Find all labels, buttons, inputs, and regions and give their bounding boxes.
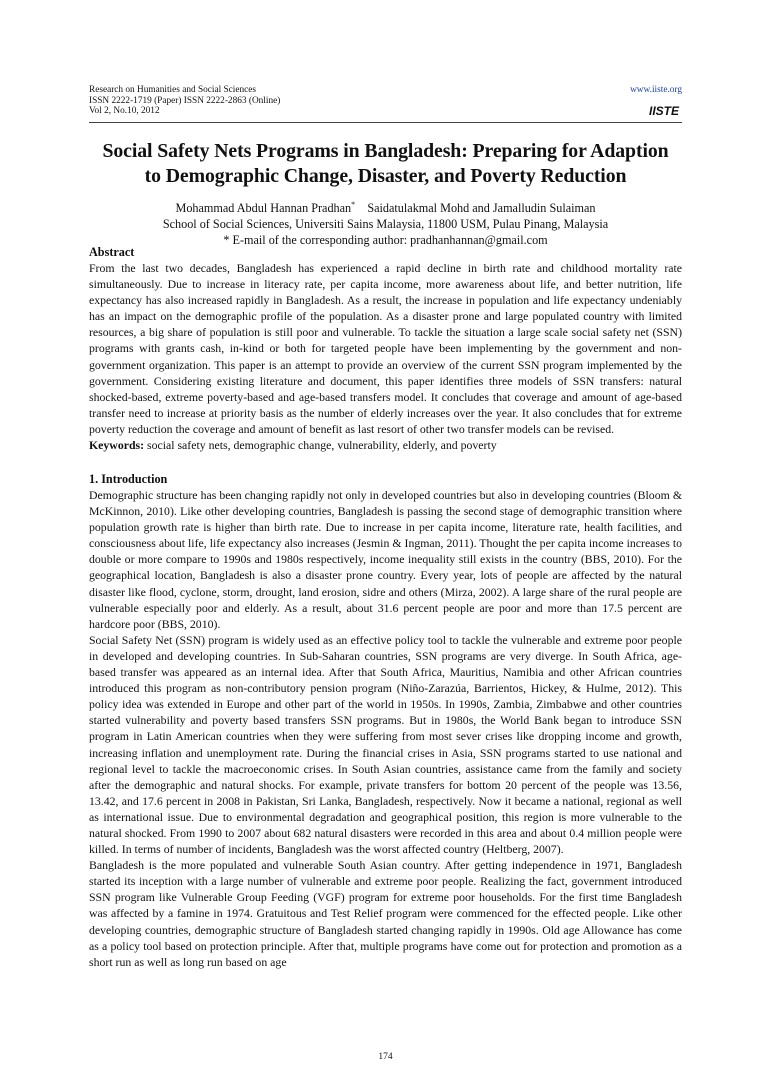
abstract-heading: Abstract	[89, 245, 135, 259]
journal-issn: ISSN 2222-1719 (Paper) ISSN 2222-2863 (Online)	[89, 95, 281, 106]
iiste-logo-icon	[646, 101, 682, 119]
page-number: 174	[378, 1052, 393, 1062]
author-2: Saidatulakmal Mohd and Jamalludin Sulaiman	[367, 201, 596, 216]
header-divider	[89, 122, 682, 123]
author-1: Mohammad Abdul Hannan Pradhan	[175, 201, 352, 216]
journal-volume: Vol 2, No.10, 2012	[89, 106, 160, 117]
keywords-text: social safety nets, demographic change, vulnerability, elderly, and poverty	[147, 438, 497, 453]
corresponding-email: * E-mail of the corresponding author: pradhanhannan@gmail.com	[223, 233, 548, 248]
journal-name: Research on Humanities and Social Sciences	[89, 85, 257, 95]
paper-page	[89, 0, 682, 1087]
corresponding-mark: *	[351, 200, 356, 209]
abstract-text: From the last two decades, Bangladesh has experienced a rapid decline in birth rate and childhood mortality rate simultaneously. Due to increase in literacy rate, per capita income, more awareness about life, and better nutrition, life expectancy has also increased rapidly in Bangladesh. As a result, the increase in population and life expectancy undeniably has an impact on the demographic profile of the population. As a disaster prone and large populated country with limited resources, a big share of population is still poor and vulnerable. To tackle the situation a large scale social safety net (SSN) programs with grants cash, in-kind or both for targeted people have been implementing by the government and non-government organization. This paper is an attempt to provide an overview of the current SSN program implemented by the government. Considering existing literature and document, this paper identifies three models of SSN transfers: natural shocked-based, extreme poverty-based and age-based transfers model. It concludes that coverage and amount of age-based transfer need to increase at priority basis as the number of elderly increases over the year. It also concludes that for extreme poverty reduction the coverage and amount of benefit as last resort of other two transfer models can be revised.	[89, 261, 682, 436]
abstract-section	[89, 245, 682, 453]
svg-text:IISTE: IISTE	[648, 104, 680, 118]
paper-title	[89, 139, 682, 188]
title-line-2: to Demographic Change, Disaster, and Poverty Reduction	[144, 164, 627, 187]
intro-paragraph-1: Demographic structure has been changing rapidly not only in developed countries but also in developing countries (Bloom & McKinnon, 2010). Like other developing countries, Bangladesh is passing the second stage of demographic transition where population growth rate is higher than birth rate. Due to increase in per capita income, literature rate, health facilities, and consciousness about life, life expectancy also increases (Jesmin & Ingman, 2011). Thought the per capita income increases to double or more compare to 1990s and 1980s respectively, income inequality still exists in the country (BBS, 2010). For the geographical location, Bangladesh is also a disaster prone country. Every year, lots of people are affected by the natural disaster like flood, cyclone, storm, drought, land erosion, sidre and others (Mirza, 2002). A large share of the rural people are vulnerable especially poor and elderly. As a result, about 31.6 percent people are poor and more than 17.5 percent are hardcore poor (BBS, 2010).	[89, 488, 682, 631]
title-line-1: Social Safety Nets Programs in Bangladesh: Preparing for Adaption	[102, 140, 669, 162]
introduction-section	[89, 472, 682, 970]
author-line	[89, 197, 682, 216]
intro-paragraph-2: Social Safety Net (SSN) program is widely used as an effective policy tool to tackle the vulnerable and extreme poor people in developed and developing countries. In Sub-Saharan countries, SSN programs are very diverge. In South Africa, age-based transfer was appeared as an internal idea. After that South Africa, Mauritius, Namibia and other African countries introduced this program as non-contributory pension program (Niño-Zarazúa, Barrientos, Hickey, & Hulme, 2012). This policy idea was extended in Europe and other part of the world in 1950s. In 1990s, Zambia, Zimbabwe and other countries started vulnerability and poverty based transfers SSN programs. But in 1980s, the World Bank began to introduce SSN program in Latin American countries when they were suffering from most sever crises like dropping income and growth, increasing inflation and unemployment rate. During the financial crises in Asia, SSN programs started to use national and regional level to tackle the macroeconomic crises. In South Asian countries, assistance came from the family and society after the demographic and natural shocks. For example, private transfers for bottom 20 percent of the people was 13.56, 13.42, and 17.6 percent in 2008 in Pakistan, Sri Lanka, Bangladesh, respectively. Now it became a national, regional as well as international issue. Due to environmental degradation and geographical position, this region is more vulnerable to the natural shocked. From 1990 to 2007 about 682 natural disasters were recorded in this area and about 0.4 million people were killed. In terms of number of incidents, Bangladesh was the worst affected country (Heltberg, 2007).	[89, 632, 682, 857]
keywords	[89, 437, 682, 453]
author-block	[89, 197, 682, 248]
introduction-heading: 1. Introduction	[89, 472, 168, 486]
journal-url-link[interactable]: www.iiste.org	[630, 85, 682, 95]
keywords-label: Keywords:	[89, 438, 145, 453]
intro-paragraph-3: Bangladesh is the more populated and vulnerable South Asian country. After getting independence in 1971, Bangladesh started its inception with a large number of vulnerable and extreme poor people. Realizing the fact, government introduced SSN program like Vulnerable Group Feeding (VGF) program for extreme poor households. For the first time Bangladesh was affected by a famine in 1974. Gratuitous and Test Relief program were commenced for the effected people. Like other developing countries, demographic structure of Bangladesh started changing rapidly in 1990s. Old age Allowance has come as a policy tool based on protection principle. After that, multiple programs have come out for protection and promotion as a short run as well as long run based on age	[89, 858, 682, 969]
journal-header	[89, 85, 682, 117]
affiliation: School of Social Sciences, Universiti Sains Malaysia, 11800 USM, Pulau Pinang, Malaysia	[162, 217, 609, 232]
